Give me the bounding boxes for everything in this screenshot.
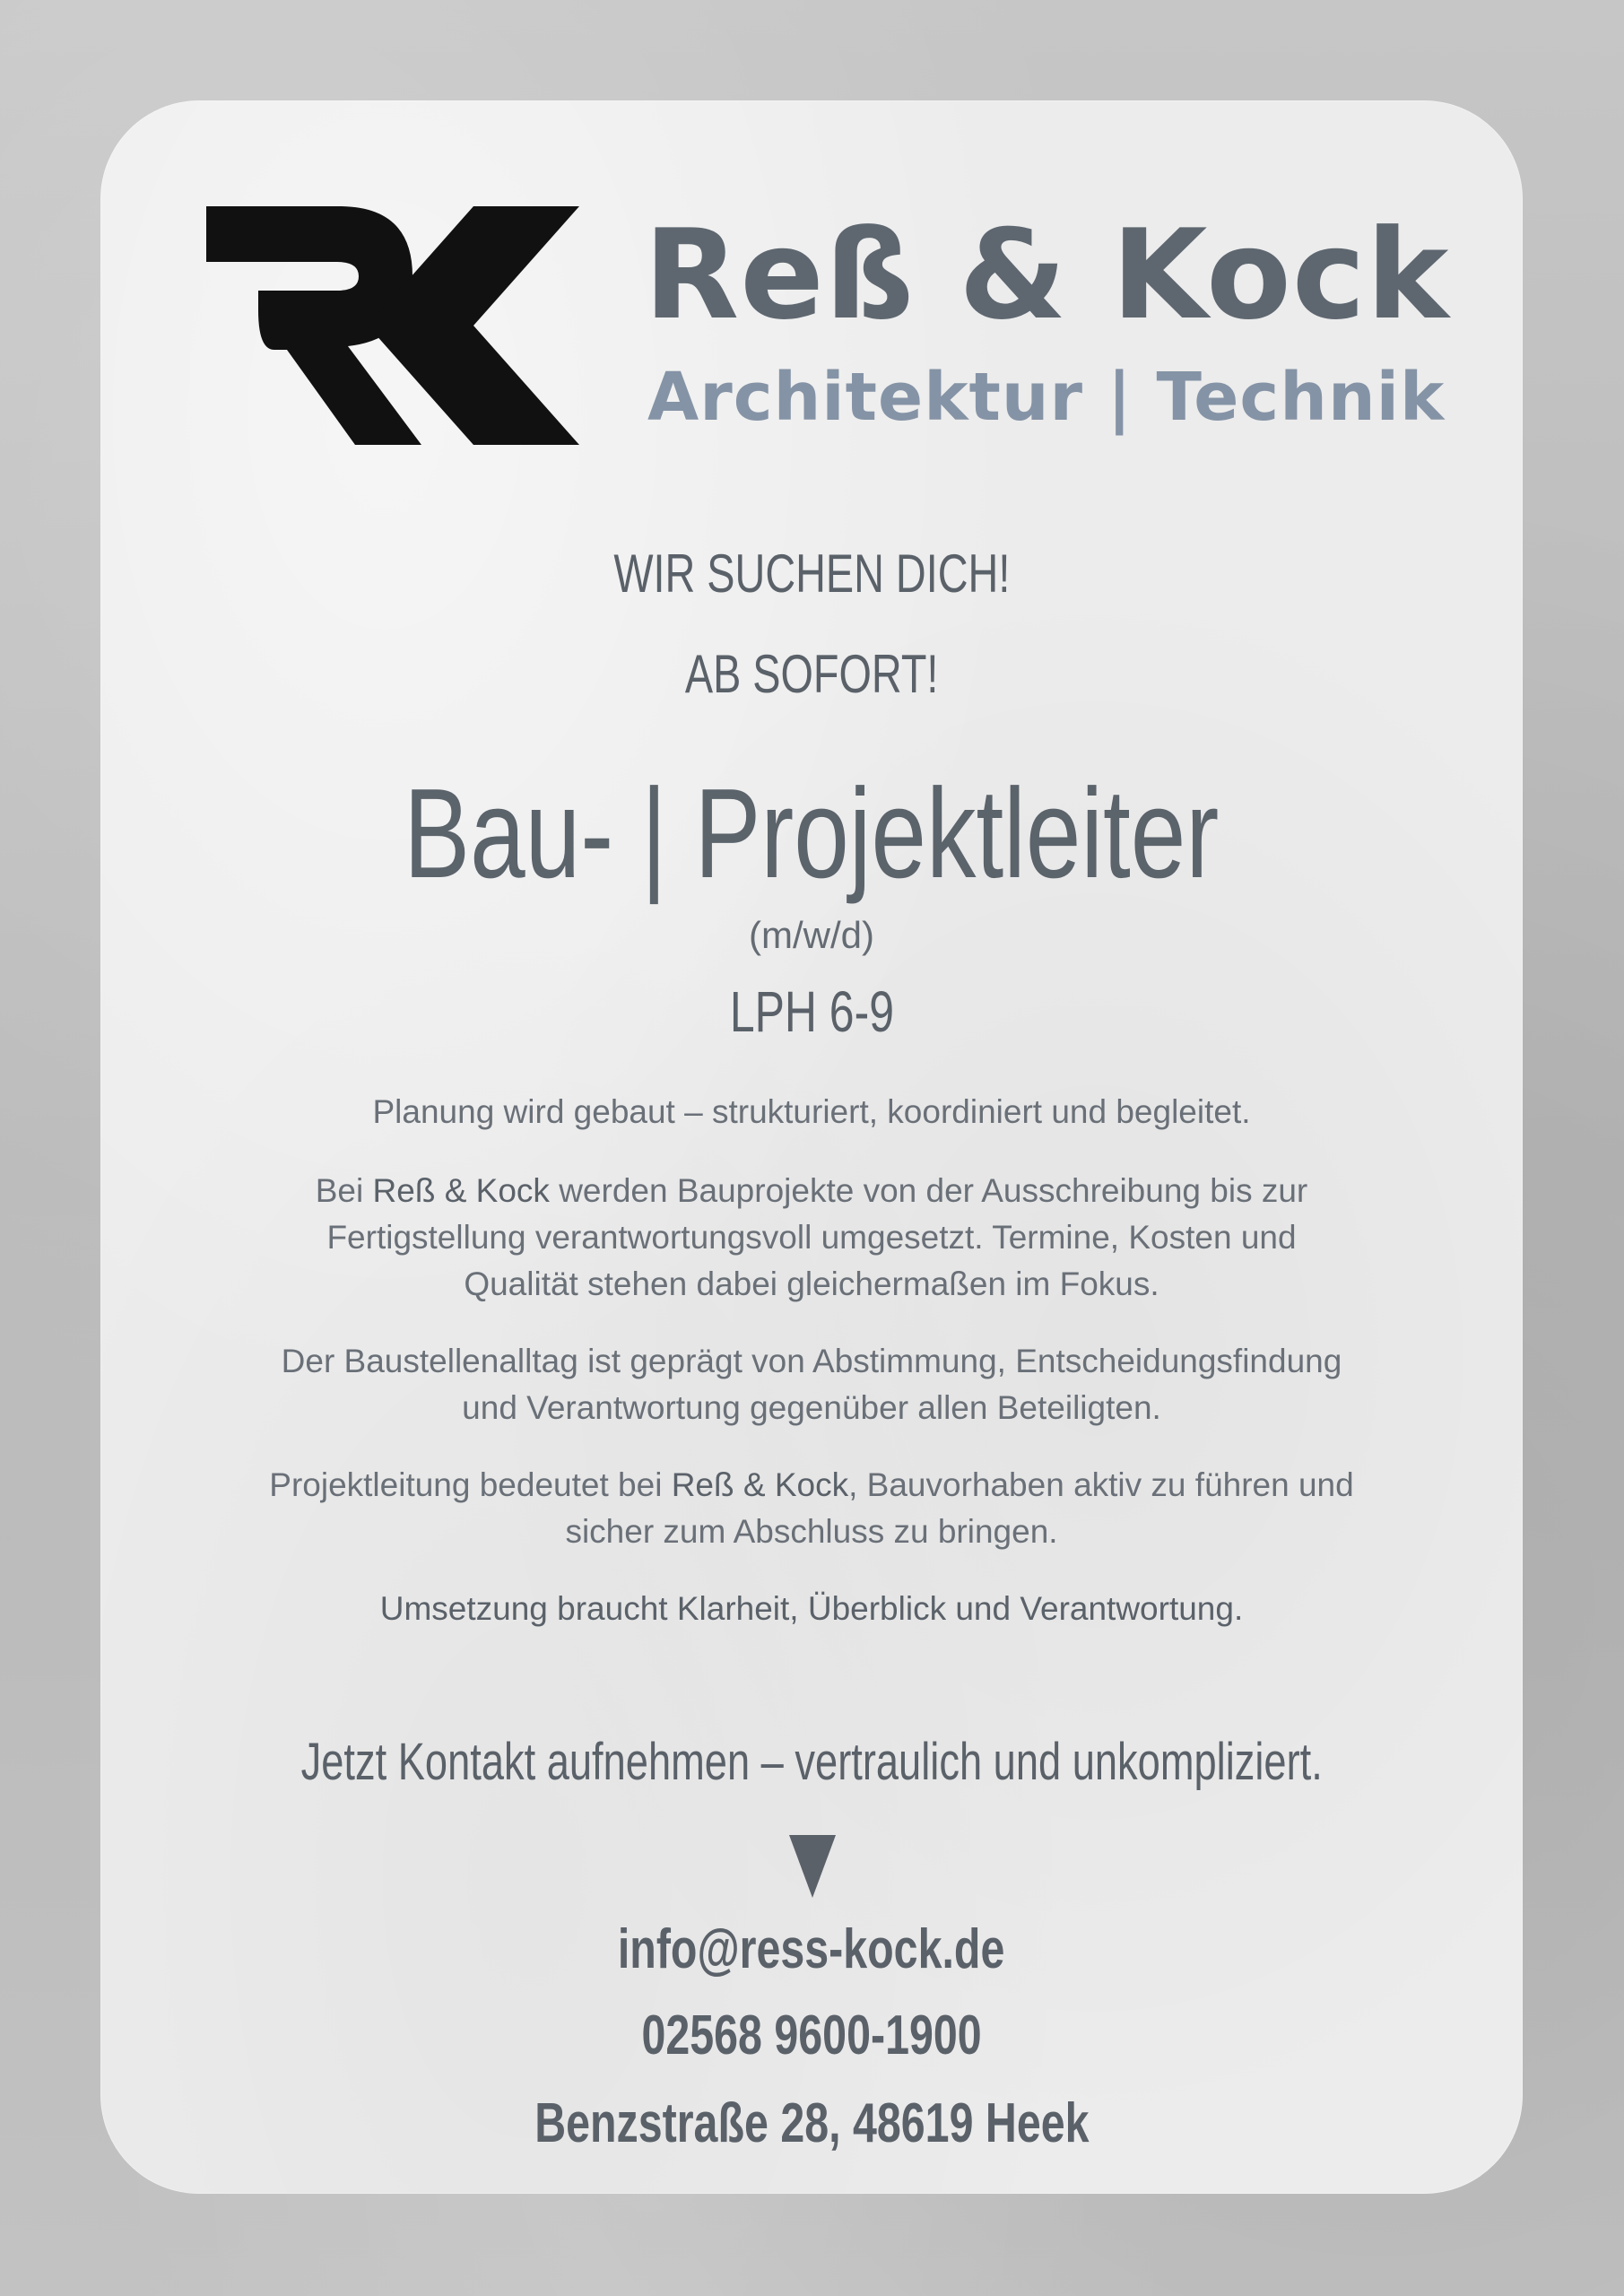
closing-statement: Umsetzung braucht Klarheit, Überblick und Verantwortung. <box>379 1590 1244 1627</box>
contact-email[interactable]: info@ress-kock.de <box>618 1918 1005 1980</box>
gender-note: (m/w/d) <box>749 914 874 956</box>
inline-brand-name: Reß & Kock <box>671 1466 849 1503</box>
contact-call-to-action: Jetzt Kontakt aufnehmen – vertraulich und unkompliziert. <box>300 1733 1323 1791</box>
headline-we-seek: WIR SUCHEN DICH! <box>612 544 1010 604</box>
rk-logo-icon <box>204 204 581 447</box>
paragraph-project-leadership: Projektleitung bedeutet bei Reß & Kock, Bauvorhaben aktiv zu führen und sicher zum Abschluss zu bringen. <box>269 1466 1354 1550</box>
brand-name: Reß & Kock <box>644 203 1450 347</box>
contact-phone[interactable]: 02568 9600-1900 <box>641 2005 982 2066</box>
triangle-down-icon <box>789 1835 836 1898</box>
intro-paragraph: Planung wird gebaut – strukturiert, koordiniert und begleitet. <box>372 1093 1251 1130</box>
headline-immediately: AB SOFORT! <box>684 644 939 704</box>
brand-tagline: Architektur | Technik <box>647 359 1446 436</box>
work-phases: LPH 6-9 <box>729 979 894 1044</box>
contact-address: Benzstraße 28, 48619 Heek <box>534 2092 1090 2154</box>
job-title: Bau- | Projektleiter <box>404 762 1220 905</box>
inline-brand-name: Reß & Kock <box>372 1172 550 1209</box>
paragraph-site-routine: Der Baustellenalltag ist geprägt von Abstimmung, Entscheidungsfindung und Verantwortung gegenüber allen Beteiligten. <box>281 1343 1342 1426</box>
paragraph-projects: Bei Reß & Kock werden Bauprojekte von der Ausschreibung bis zur Fertigstellung verantwortungsvoll umgesetzt. Termine, Kosten und Qualität stehen dabei gleichermaßen im Fokus. <box>315 1172 1308 1302</box>
